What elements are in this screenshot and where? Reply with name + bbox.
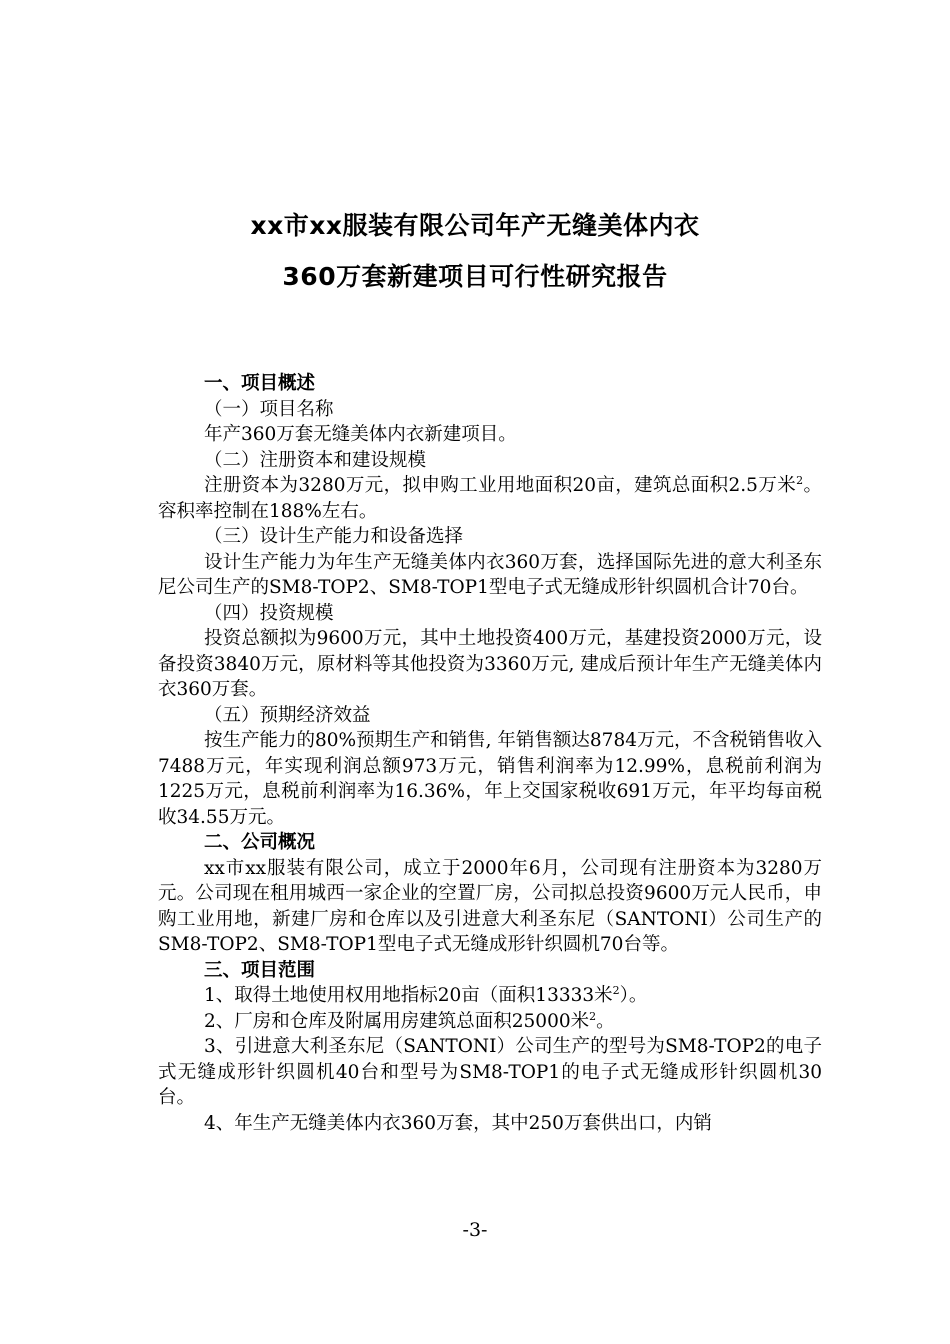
section-3-item-2-b: 。 (596, 1010, 615, 1032)
section-3-item-2-a: 2、厂房和仓库及附属用房建筑总面积25000米 (204, 1010, 590, 1032)
superscript-2: 2 (612, 984, 620, 997)
subsection-1-5-text: 按生产能力的80%预期生产和销售, 年销售额达8784万元，不含税销售收入7488万元，年实现利润总额973万元，销售利润率为12.99%，息税前利润为1225万元，息税前利润率为16.36%，年上交国家税收691万元，年平均每亩税收34.55万元。 (158, 730, 822, 828)
document-body (158, 371, 822, 1136)
subsection-1-1-heading: （一）项目名称 (204, 398, 334, 420)
page-number: -3- (462, 1219, 488, 1241)
section-3-heading: 三、项目范围 (204, 959, 316, 981)
subsection-1-5-heading: （五）预期经济效益 (204, 704, 371, 726)
document-title-line-1: xx市xx服装有限公司年产无缝美体内衣 (250, 211, 700, 240)
section-3-item-1-a: 1、取得土地使用权用地指标20亩（面积13333米 (204, 985, 613, 1006)
subsection-1-3-heading: （三）设计生产能力和设备选择 (204, 526, 464, 547)
subsection-1-2-text-b: 。容积率控制在188%左右。 (158, 475, 822, 522)
section-3-item-2 (158, 1009, 822, 1035)
section-3-item-1 (158, 983, 822, 1009)
superscript-2: 2 (589, 1009, 597, 1023)
section-2-heading: 二、公司概况 (204, 832, 316, 853)
subsection-1-1-text: 年产360万套无缝美体内衣新建项目。 (204, 424, 517, 445)
section-1-heading: 一、项目概述 (204, 373, 316, 394)
subsection-1-3-text: 设计生产能力为年生产无缝美体内衣360万套，选择国际先进的意大利圣东尼公司生产的SM8-TOP2、SM8-TOP1型电子式无缝成形针织圆机合计70台。 (158, 551, 822, 598)
subsection-1-2-text-a: 注册资本为3280万元，拟申购工业用地面积20亩，建筑总面积2.5万米 (204, 475, 797, 496)
subsection-1-4-text: 投资总额拟为9600万元，其中土地投资400万元，基建投资2000万元，设备投资3840万元，原材料等其他投资为3360万元, 建成后预计年生产无缝美体内衣360万套。 (158, 628, 822, 700)
section-3-item-1-b: ）。 (619, 985, 648, 1006)
subsection-1-2-text (158, 473, 822, 524)
section-3-item-3: 3、引进意大利圣东尼（SANTONI）公司生产的型号为SM8-TOP2的电子式无缝成形针织圆机40台和型号为SM8-TOP1的电子式无缝成形针织圆机30台。 (158, 1036, 822, 1108)
document-title-line-2: 360万套新建项目可行性研究报告 (282, 262, 668, 291)
section-3-item-4: 4、年生产无缝美体内衣360万套，其中250万套供出口，内销 (204, 1112, 712, 1134)
subsection-1-4-heading: （四）投资规模 (204, 602, 334, 624)
section-2-text: xx市xx服装有限公司，成立于2000年6月，公司现有注册资本为3280万元。公司现在租用城西一家企业的空置厂房，公司拟总投资9600万元人民币，申购工业用地，新建厂房和仓库以及引进意大利圣东尼（SANTONI）公司生产的SM8-TOP2、SM8-TOP1型电子式无缝成形针织圆机70台等。 (158, 857, 822, 955)
superscript-2: 2 (796, 474, 804, 487)
subsection-1-2-heading: （二）注册资本和建设规模 (204, 449, 427, 471)
